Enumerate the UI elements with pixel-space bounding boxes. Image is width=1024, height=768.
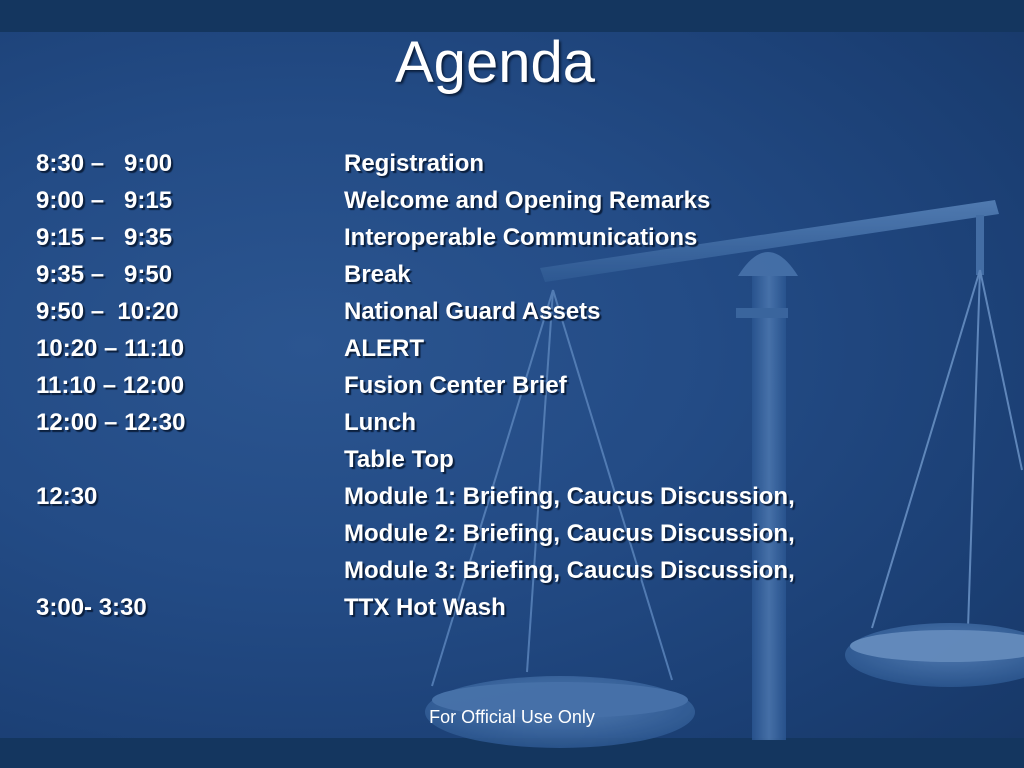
agenda-row [36,589,506,626]
agenda-row [36,256,411,293]
agenda-row [36,478,795,515]
agenda-item: National Guard Assets [344,298,601,325]
agenda-item: Fusion Center Brief [344,372,567,399]
footer-classification: For Official Use Only [429,707,595,727]
agenda-time: 9:50 – 10:20 [36,298,179,325]
agenda-time: 10:20 – 11:10 [36,335,185,362]
agenda-row [36,145,485,182]
agenda-item: Module 1: Briefing, Caucus Discussion, [344,483,795,510]
agenda-item: Interoperable Communications [344,224,698,251]
agenda-time: 8:30 – 9:00 [36,150,173,177]
agenda-row [36,330,424,367]
agenda-row [36,552,795,589]
agenda-row [36,293,601,330]
agenda-time: 9:15 – 9:35 [36,224,173,251]
agenda-time: 12:30 [36,483,98,510]
agenda-row [36,219,698,256]
agenda-item: Table Top [344,446,454,473]
agenda-time: 9:35 – 9:50 [36,261,173,288]
agenda-time: 9:00 – 9:15 [36,187,173,214]
agenda-row [36,515,795,552]
agenda-time: 12:00 – 12:30 [36,409,186,436]
agenda-item: TTX Hot Wash [344,594,506,621]
slide-title: Agenda [395,30,595,95]
agenda-row [36,404,416,441]
agenda-time: 3:00- 3:30 [36,594,147,621]
agenda-item: Module 3: Briefing, Caucus Discussion, [344,557,795,584]
agenda-time: 11:10 – 12:00 [36,372,185,399]
agenda-item: Break [344,261,411,288]
agenda-list [36,145,795,626]
agenda-item: Lunch [344,409,416,436]
agenda-item: Welcome and Opening Remarks [344,187,711,214]
agenda-item: ALERT [344,335,424,362]
agenda-row [36,367,567,404]
agenda-item: Module 2: Briefing, Caucus Discussion, [344,520,795,547]
agenda-row [36,182,711,219]
agenda-item: Registration [344,150,485,177]
agenda-row [36,441,454,478]
